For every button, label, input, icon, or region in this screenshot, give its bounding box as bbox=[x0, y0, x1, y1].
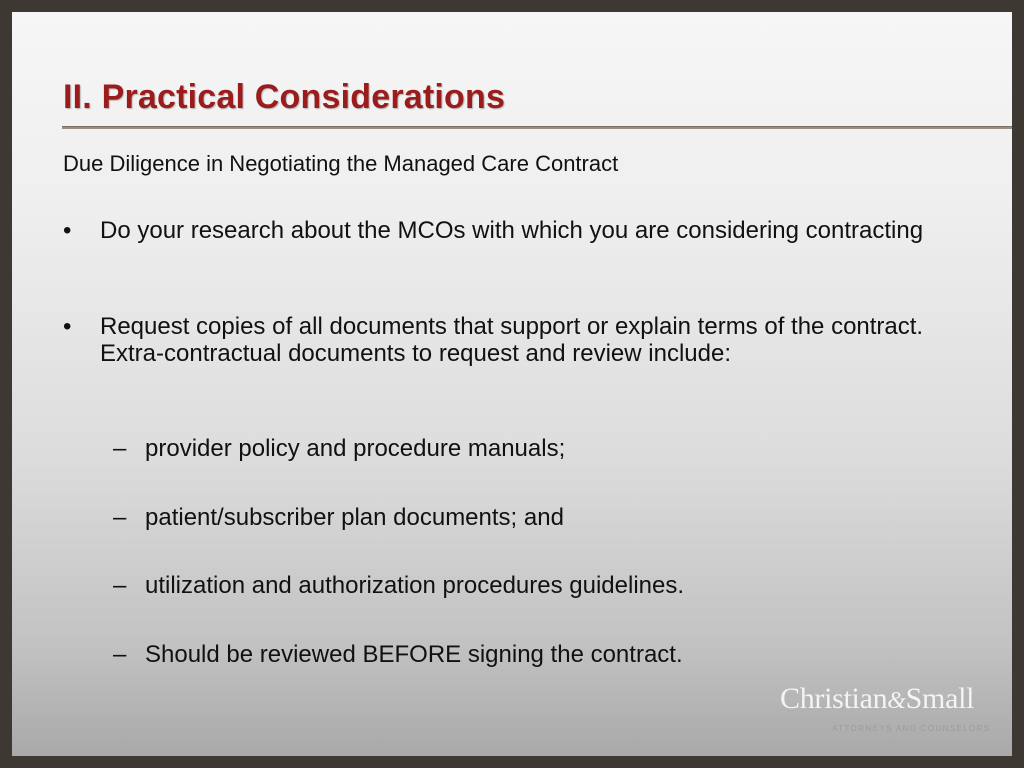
bullet-item-request-documents bbox=[63, 313, 963, 367]
sub-bullet-text: utilization and authorization procedures guidelines. bbox=[145, 572, 685, 599]
slide-subtitle: Due Diligence in Negotiating the Managed Care Contract bbox=[63, 151, 619, 176]
slide bbox=[12, 12, 1012, 756]
firm-logo bbox=[780, 682, 990, 742]
sub-bullet-item-utilization-guidelines bbox=[113, 572, 973, 599]
bullet-item-research bbox=[63, 217, 963, 244]
logo-tagline: ATTORNEYS AND COUNSELORS bbox=[832, 724, 991, 733]
slide-title: II. Practical Considerations bbox=[63, 78, 506, 116]
bullet-text: Request copies of all documents that support or explain terms of the contract. Extra-contractual documents to request and review include: bbox=[100, 313, 924, 367]
sub-bullet-item-plan-documents bbox=[113, 504, 973, 531]
sub-bullet-item-review-before-signing bbox=[113, 641, 973, 668]
bullet-icon: • bbox=[63, 217, 72, 244]
logo-name-right: Small bbox=[905, 682, 975, 715]
sub-bullet-item-provider-manuals bbox=[113, 435, 973, 462]
dash-icon: – bbox=[113, 641, 127, 668]
bullet-icon: • bbox=[63, 313, 72, 340]
dash-icon: – bbox=[113, 572, 127, 599]
sub-bullet-text: patient/subscriber plan documents; and bbox=[145, 504, 564, 531]
dash-icon: – bbox=[113, 435, 127, 462]
dash-icon: – bbox=[113, 504, 127, 531]
sub-bullet-text: provider policy and procedure manuals; bbox=[145, 435, 566, 462]
title-divider bbox=[62, 126, 1012, 129]
sub-bullet-text: Should be reviewed BEFORE signing the contract. bbox=[145, 641, 683, 668]
logo-ampersand: & bbox=[887, 688, 906, 714]
logo-wordmark bbox=[780, 682, 974, 716]
bullet-text: Do your research about the MCOs with which you are considering contracting bbox=[100, 217, 924, 244]
logo-name-left: Christian bbox=[780, 682, 888, 715]
